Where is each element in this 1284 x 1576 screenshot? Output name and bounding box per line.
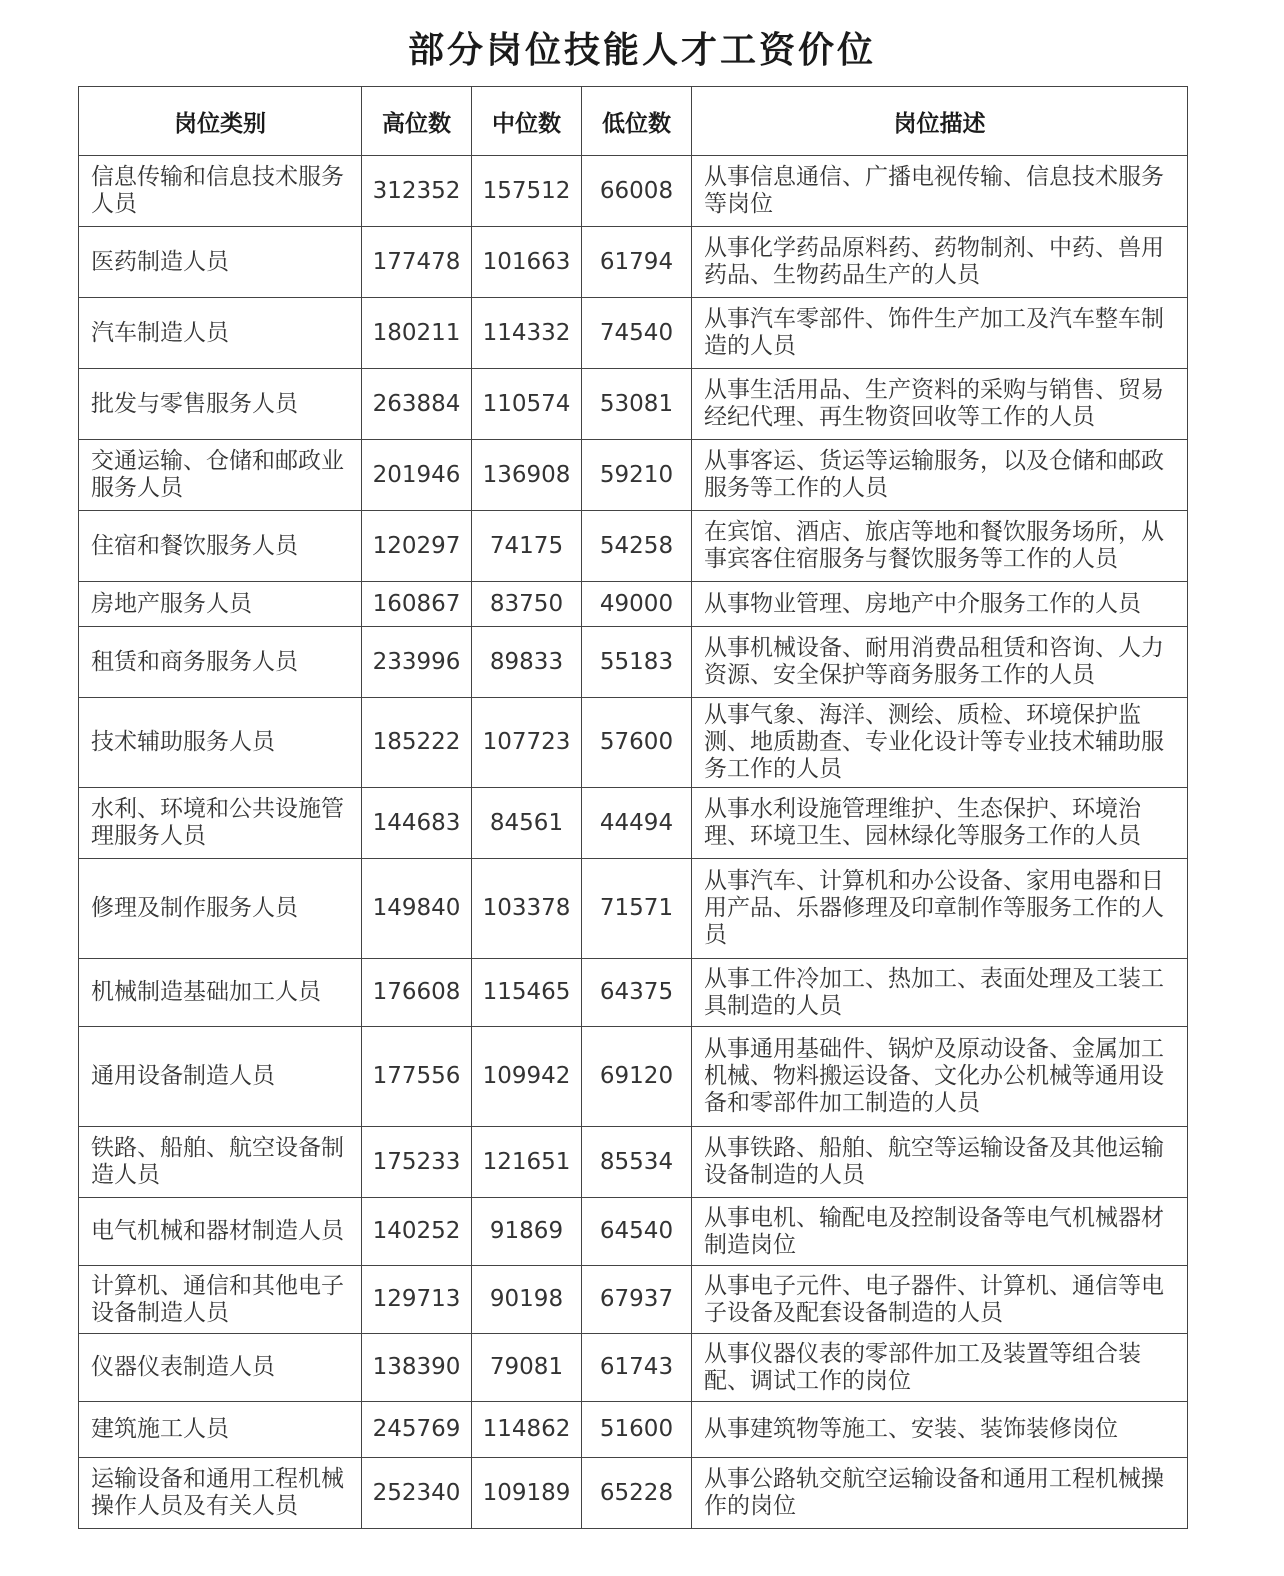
high-value-cell: 177556 xyxy=(362,1027,472,1127)
table-row xyxy=(79,582,1188,627)
description-cell: 从事机械设备、耐用消费品租赁和咨询、人力资源、安全保护等商务服务工作的人员 xyxy=(692,627,1188,698)
low-value-cell: 69120 xyxy=(582,1027,692,1127)
category-cell: 铁路、船舶、航空设备制造人员 xyxy=(79,1127,362,1198)
mid-value-cell: 103378 xyxy=(472,859,582,959)
high-value-cell: 233996 xyxy=(362,627,472,698)
description-cell: 从事电子元件、电子器件、计算机、通信等电子设备及配套设备制造的人员 xyxy=(692,1266,1188,1334)
mid-value-cell: 79081 xyxy=(472,1334,582,1402)
table-row xyxy=(79,440,1188,511)
mid-value-cell: 84561 xyxy=(472,788,582,859)
table-row xyxy=(79,959,1188,1027)
low-value-cell: 64375 xyxy=(582,959,692,1027)
mid-value-cell: 74175 xyxy=(472,511,582,582)
header-row xyxy=(79,87,1188,156)
mid-value-cell: 121651 xyxy=(472,1127,582,1198)
mid-value-cell: 110574 xyxy=(472,369,582,440)
header-mid: 中位数 xyxy=(472,87,582,156)
low-value-cell: 85534 xyxy=(582,1127,692,1198)
category-cell: 批发与零售服务人员 xyxy=(79,369,362,440)
category-cell: 通用设备制造人员 xyxy=(79,1027,362,1127)
table-row xyxy=(79,1127,1188,1198)
category-cell: 电气机械和器材制造人员 xyxy=(79,1198,362,1266)
high-value-cell: 160867 xyxy=(362,582,472,627)
mid-value-cell: 109189 xyxy=(472,1458,582,1529)
table-row xyxy=(79,627,1188,698)
table-row xyxy=(79,511,1188,582)
mid-value-cell: 114862 xyxy=(472,1402,582,1458)
category-cell: 水利、环境和公共设施管理服务人员 xyxy=(79,788,362,859)
description-cell: 从事建筑物等施工、安装、装饰装修岗位 xyxy=(692,1402,1188,1458)
category-cell: 医药制造人员 xyxy=(79,227,362,298)
high-value-cell: 185222 xyxy=(362,698,472,788)
mid-value-cell: 107723 xyxy=(472,698,582,788)
mid-value-cell: 136908 xyxy=(472,440,582,511)
header-low: 低位数 xyxy=(582,87,692,156)
table-row xyxy=(79,859,1188,959)
low-value-cell: 61743 xyxy=(582,1334,692,1402)
description-cell: 从事物业管理、房地产中介服务工作的人员 xyxy=(692,582,1188,627)
table-row xyxy=(79,1198,1188,1266)
low-value-cell: 67937 xyxy=(582,1266,692,1334)
high-value-cell: 252340 xyxy=(362,1458,472,1529)
description-cell: 从事气象、海洋、测绘、质检、环境保护监测、地质勘查、专业化设计等专业技术辅助服务工作的人员 xyxy=(692,698,1188,788)
description-cell: 从事工件冷加工、热加工、表面处理及工装工具制造的人员 xyxy=(692,959,1188,1027)
category-cell: 修理及制作服务人员 xyxy=(79,859,362,959)
category-cell: 仪器仪表制造人员 xyxy=(79,1334,362,1402)
description-cell: 从事仪器仪表的零部件加工及装置等组合装配、调试工作的岗位 xyxy=(692,1334,1188,1402)
low-value-cell: 53081 xyxy=(582,369,692,440)
description-cell: 从事化学药品原料药、药物制剂、中药、兽用药品、生物药品生产的人员 xyxy=(692,227,1188,298)
low-value-cell: 44494 xyxy=(582,788,692,859)
table-row xyxy=(79,298,1188,369)
table-row xyxy=(79,1334,1188,1402)
description-cell: 从事生活用品、生产资料的采购与销售、贸易经纪代理、再生物资回收等工作的人员 xyxy=(692,369,1188,440)
table-row xyxy=(79,788,1188,859)
high-value-cell: 120297 xyxy=(362,511,472,582)
low-value-cell: 61794 xyxy=(582,227,692,298)
low-value-cell: 59210 xyxy=(582,440,692,511)
category-cell: 汽车制造人员 xyxy=(79,298,362,369)
header-category: 岗位类别 xyxy=(79,87,362,156)
wage-table xyxy=(78,86,1188,1529)
category-cell: 交通运输、仓储和邮政业服务人员 xyxy=(79,440,362,511)
high-value-cell: 176608 xyxy=(362,959,472,1027)
low-value-cell: 51600 xyxy=(582,1402,692,1458)
low-value-cell: 49000 xyxy=(582,582,692,627)
description-cell: 从事水利设施管理维护、生态保护、环境治理、环境卫生、园林绿化等服务工作的人员 xyxy=(692,788,1188,859)
header-description: 岗位描述 xyxy=(692,87,1188,156)
category-cell: 租赁和商务服务人员 xyxy=(79,627,362,698)
high-value-cell: 312352 xyxy=(362,156,472,227)
mid-value-cell: 101663 xyxy=(472,227,582,298)
table-row xyxy=(79,156,1188,227)
high-value-cell: 175233 xyxy=(362,1127,472,1198)
high-value-cell: 263884 xyxy=(362,369,472,440)
table-row xyxy=(79,1402,1188,1458)
description-cell: 从事信息通信、广播电视传输、信息技术服务等岗位 xyxy=(692,156,1188,227)
low-value-cell: 64540 xyxy=(582,1198,692,1266)
category-cell: 计算机、通信和其他电子设备制造人员 xyxy=(79,1266,362,1334)
category-cell: 信息传输和信息技术服务人员 xyxy=(79,156,362,227)
high-value-cell: 138390 xyxy=(362,1334,472,1402)
description-cell: 从事铁路、船舶、航空等运输设备及其他运输设备制造的人员 xyxy=(692,1127,1188,1198)
high-value-cell: 177478 xyxy=(362,227,472,298)
low-value-cell: 66008 xyxy=(582,156,692,227)
mid-value-cell: 115465 xyxy=(472,959,582,1027)
low-value-cell: 55183 xyxy=(582,627,692,698)
low-value-cell: 74540 xyxy=(582,298,692,369)
mid-value-cell: 89833 xyxy=(472,627,582,698)
high-value-cell: 180211 xyxy=(362,298,472,369)
low-value-cell: 65228 xyxy=(582,1458,692,1529)
description-cell: 从事汽车、计算机和办公设备、家用电器和日用产品、乐器修理及印章制作等服务工作的人员 xyxy=(692,859,1188,959)
description-cell: 从事客运、货运等运输服务，以及仓储和邮政服务等工作的人员 xyxy=(692,440,1188,511)
table-row xyxy=(79,1458,1188,1529)
category-cell: 房地产服务人员 xyxy=(79,582,362,627)
low-value-cell: 57600 xyxy=(582,698,692,788)
mid-value-cell: 109942 xyxy=(472,1027,582,1127)
high-value-cell: 144683 xyxy=(362,788,472,859)
high-value-cell: 201946 xyxy=(362,440,472,511)
description-cell: 从事电机、输配电及控制设备等电气机械器材制造岗位 xyxy=(692,1198,1188,1266)
category-cell: 住宿和餐饮服务人员 xyxy=(79,511,362,582)
table-row xyxy=(79,698,1188,788)
category-cell: 运输设备和通用工程机械操作人员及有关人员 xyxy=(79,1458,362,1529)
high-value-cell: 149840 xyxy=(362,859,472,959)
table-row xyxy=(79,1027,1188,1127)
category-cell: 技术辅助服务人员 xyxy=(79,698,362,788)
low-value-cell: 71571 xyxy=(582,859,692,959)
header-high: 高位数 xyxy=(362,87,472,156)
mid-value-cell: 91869 xyxy=(472,1198,582,1266)
mid-value-cell: 157512 xyxy=(472,156,582,227)
table-row xyxy=(79,369,1188,440)
description-cell: 在宾馆、酒店、旅店等地和餐饮服务场所，从事宾客住宿服务与餐饮服务等工作的人员 xyxy=(692,511,1188,582)
category-cell: 建筑施工人员 xyxy=(79,1402,362,1458)
mid-value-cell: 90198 xyxy=(472,1266,582,1334)
high-value-cell: 245769 xyxy=(362,1402,472,1458)
mid-value-cell: 83750 xyxy=(472,582,582,627)
description-cell: 从事通用基础件、锅炉及原动设备、金属加工机械、物料搬运设备、文化办公机械等通用设备和零部件加工制造的人员 xyxy=(692,1027,1188,1127)
high-value-cell: 129713 xyxy=(362,1266,472,1334)
description-cell: 从事公路轨交航空运输设备和通用工程机械操作的岗位 xyxy=(692,1458,1188,1529)
page-title: 部分岗位技能人才工资价位 xyxy=(407,30,876,71)
mid-value-cell: 114332 xyxy=(472,298,582,369)
description-cell: 从事汽车零部件、饰件生产加工及汽车整车制造的人员 xyxy=(692,298,1188,369)
table-row xyxy=(79,227,1188,298)
table-row xyxy=(79,1266,1188,1334)
category-cell: 机械制造基础加工人员 xyxy=(79,959,362,1027)
high-value-cell: 140252 xyxy=(362,1198,472,1266)
low-value-cell: 54258 xyxy=(582,511,692,582)
